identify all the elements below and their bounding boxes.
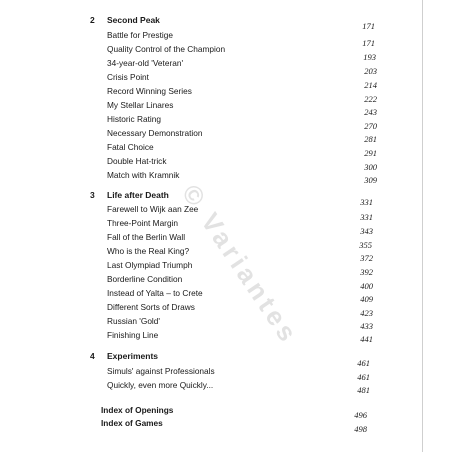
page-number: 423 (360, 308, 373, 318)
page-number: 331 (360, 212, 373, 222)
page-number: 171 (362, 38, 375, 48)
toc-entry: Finishing Line (107, 330, 159, 340)
page-number: 281 (364, 134, 377, 144)
page-edge-rule (422, 0, 423, 452)
toc-entry: Instead of Yalta – to Crete (107, 288, 203, 298)
page-number: 372 (360, 253, 373, 263)
page-number: 461 (357, 358, 370, 368)
toc-entry: Crisis Point (107, 72, 149, 82)
toc-entry: Three-Point Margin (107, 218, 179, 228)
page-number: 203 (364, 66, 377, 76)
toc-entry: Quickly, even more Quickly... (107, 380, 214, 390)
toc-entry: 34-year-old 'Veteran' (107, 58, 184, 68)
toc-entry: Match with Kramnik (107, 170, 180, 180)
toc-entry: Double Hat-trick (107, 156, 167, 166)
page-number: 243 (364, 107, 377, 117)
page-number: 392 (360, 267, 373, 277)
toc-entry: Quality Control of the Champion (107, 44, 226, 54)
page-number: 291 (364, 148, 377, 158)
page-number: 214 (364, 80, 377, 90)
toc-entry: Battle for Prestige (107, 30, 173, 40)
chapter-title: Life after Death (107, 190, 169, 200)
page-number: 355 (359, 240, 372, 250)
page-number: 331 (360, 197, 373, 207)
toc-entry: Different Sorts of Draws (107, 302, 195, 312)
page-number: 343 (360, 226, 373, 236)
page-number: 498 (354, 424, 367, 434)
toc-entry: Historic Rating (107, 114, 161, 124)
page-number: 496 (354, 410, 367, 420)
page-number: 461 (357, 372, 370, 382)
chapter-title: Second Peak (107, 15, 160, 25)
page-number: 481 (357, 385, 370, 395)
chapter-number: 3 (90, 190, 95, 200)
page-number: 193 (363, 52, 376, 62)
toc-entry: Fall of the Berlin Wall (107, 232, 186, 242)
index-entry: Index of Games (101, 418, 163, 428)
toc-entry: Fatal Choice (107, 142, 154, 152)
chapter-number: 2 (90, 15, 95, 25)
page-number: 409 (360, 294, 373, 304)
toc-entry: My Stellar Linares (107, 100, 174, 110)
watermark-text: © Variantes (175, 178, 305, 350)
page-number: 400 (360, 281, 373, 291)
toc-entry: Necessary Demonstration (107, 128, 203, 138)
page-number: 171 (362, 21, 375, 31)
page-number: 270 (364, 121, 377, 131)
toc-entry: Borderline Condition (107, 274, 183, 284)
page-number: 222 (364, 94, 377, 104)
chapter-title: Experiments (107, 351, 159, 361)
chapter-number: 4 (90, 351, 95, 361)
page-number: 441 (360, 334, 373, 344)
toc-entry: Simuls' against Professionals (107, 366, 215, 376)
toc-entry: Record Winning Series (107, 86, 192, 96)
index-entry: Index of Openings (101, 405, 174, 415)
toc-entry: Farewell to Wijk aan Zee (107, 204, 199, 214)
toc-entry: Who is the Real King? (107, 246, 190, 256)
page-number: 309 (364, 175, 377, 185)
toc-entry: Russian 'Gold' (107, 316, 160, 326)
toc-entry: Last Olympiad Triumph (107, 260, 193, 270)
page-number: 433 (360, 321, 373, 331)
page-number: 300 (364, 162, 377, 172)
